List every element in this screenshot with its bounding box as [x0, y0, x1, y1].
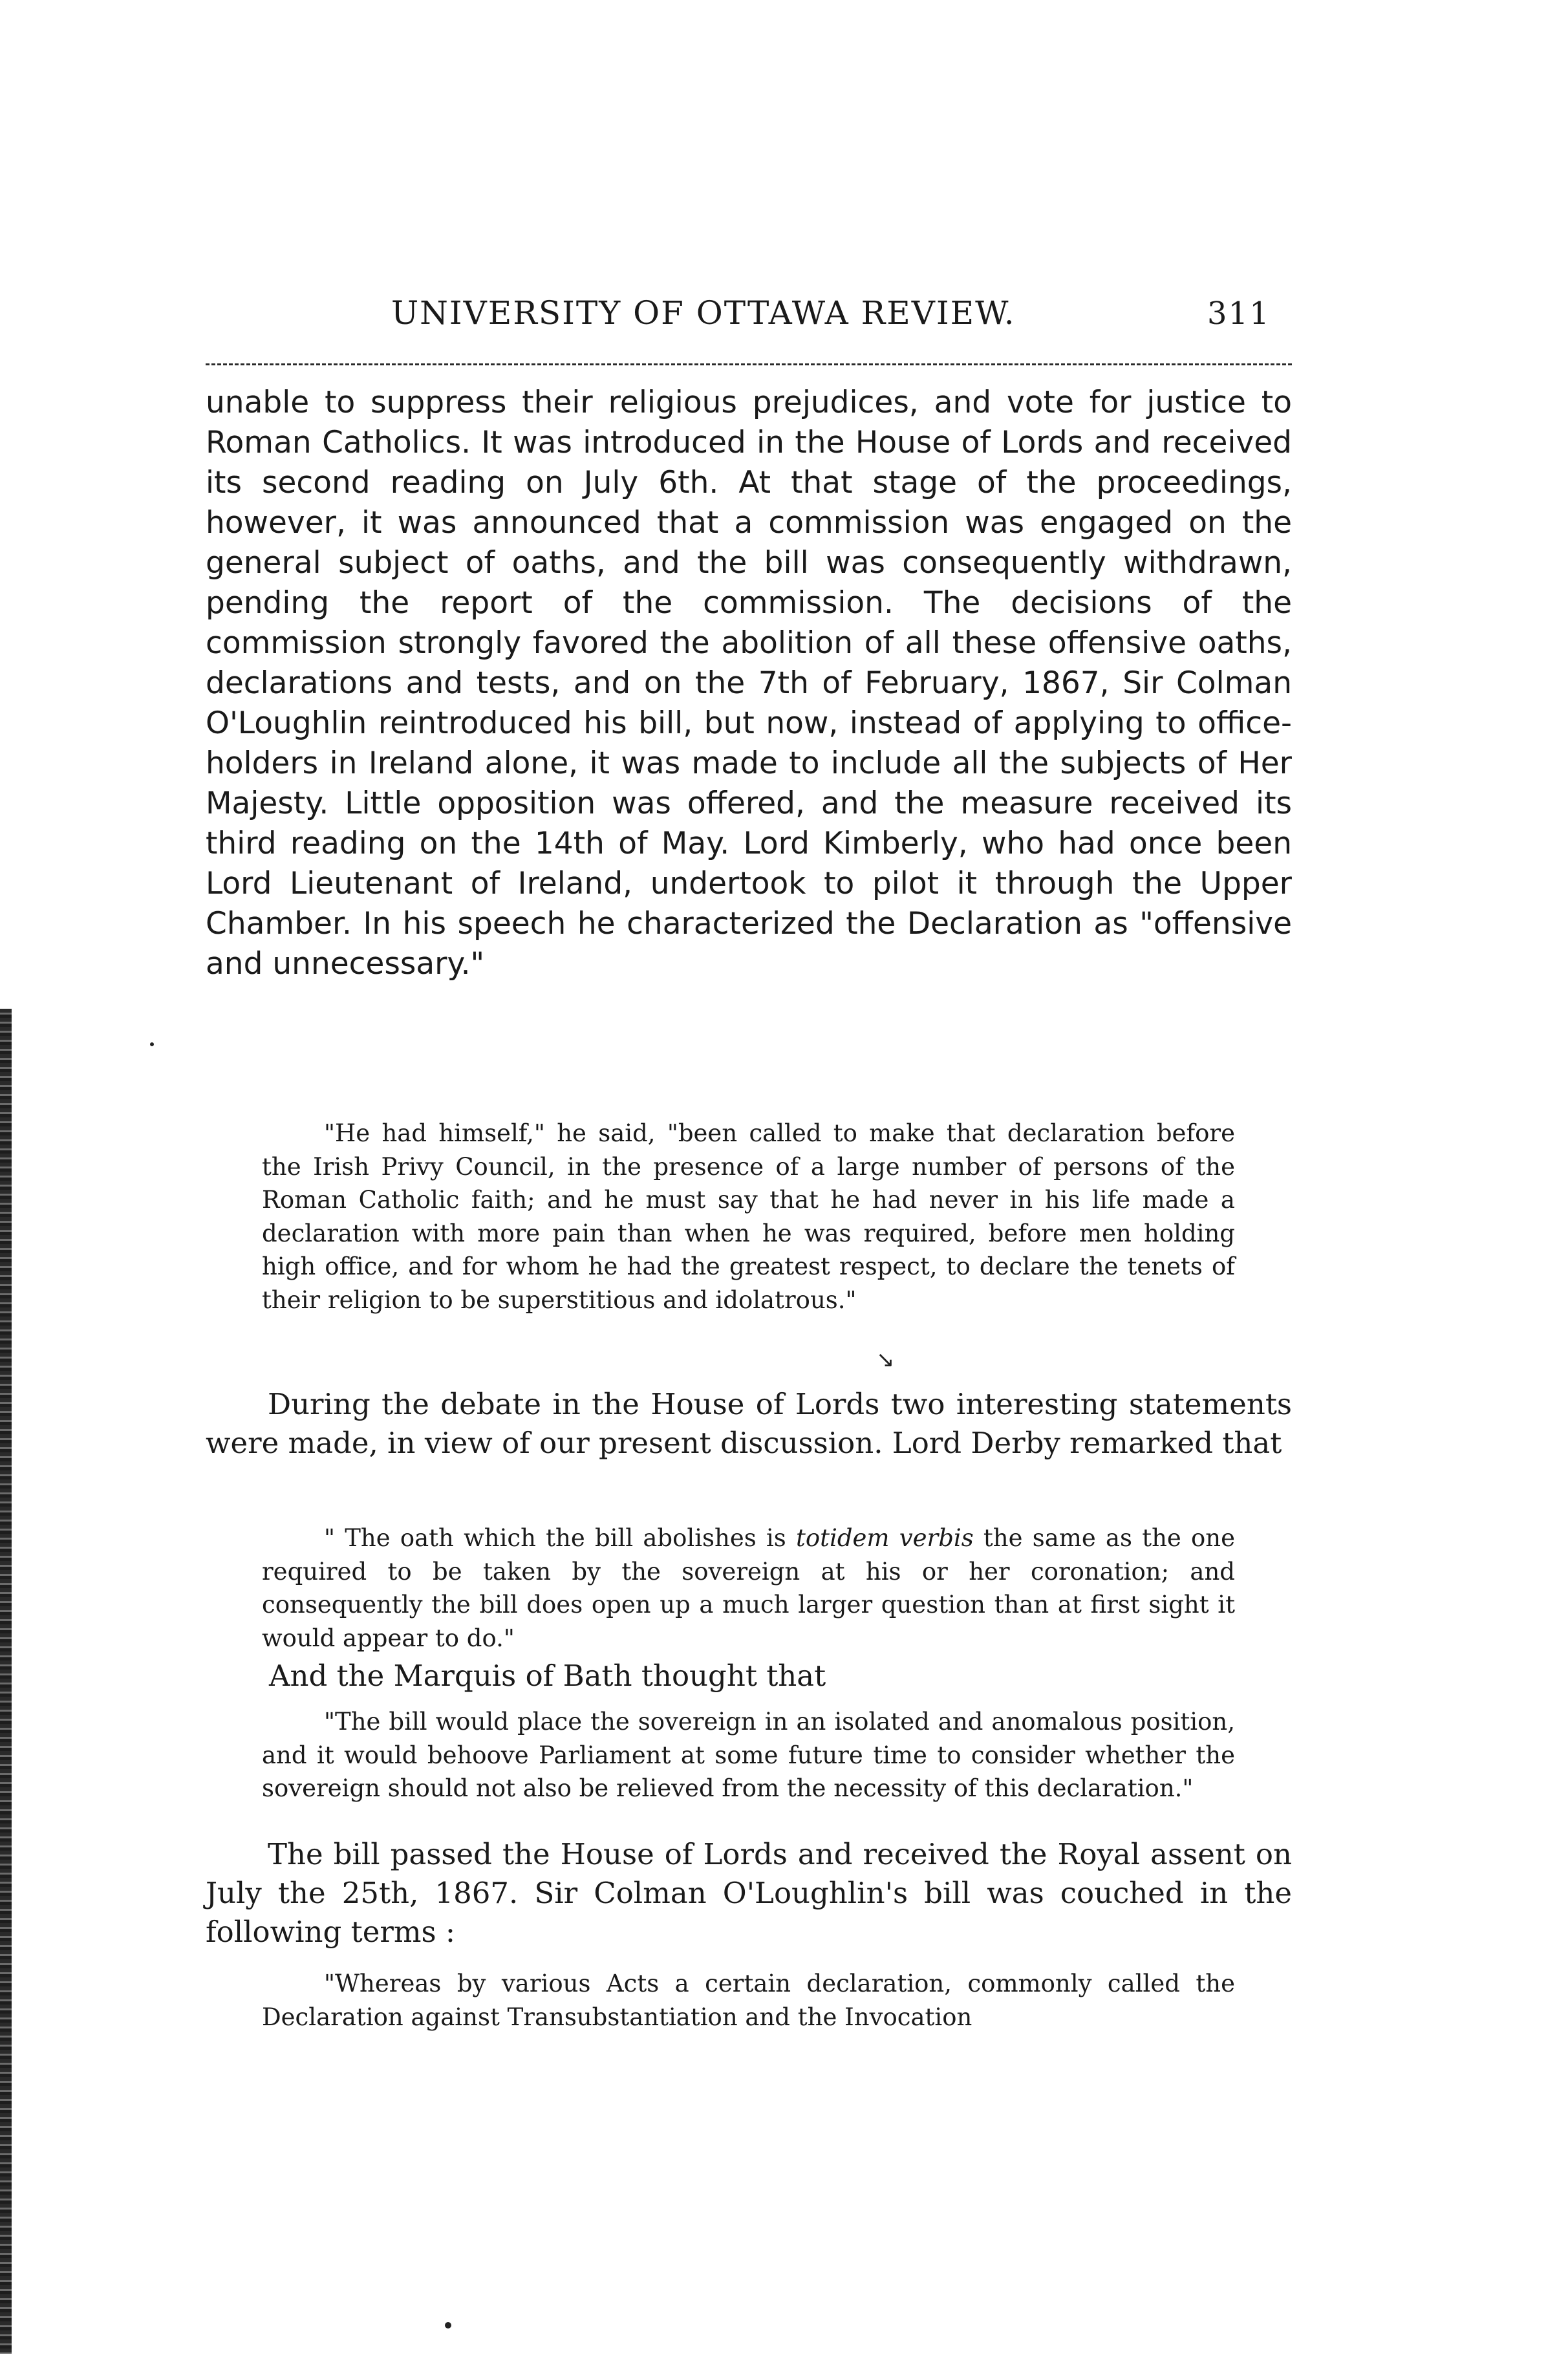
quote-kimberly: "He had himself," he said, "been called to make that declaration before the Irish Privy Council, in the presence of a large number of persons of the Roman Catholic faith; and he must say that he had never in his life made a declaration with more pain than when he was required, before men holding high office, and for whom he had the greatest respect, to declare the tenets of their religion to be superstitious and idolatrous.": [262, 1119, 1235, 1314]
page-number: 311: [1207, 296, 1271, 332]
scan-border-artifact: [0, 1009, 12, 2354]
stray-mark: ↘: [876, 1347, 895, 1373]
header-rule: [206, 363, 1292, 365]
paragraph-2: During the debate in the House of Lords two interesting statements were made, in view of our present discussion. Lord Derby remarked that: [206, 1387, 1292, 1460]
running-title: UNIVERSITY OF OTTAWA REVIEW.: [391, 294, 1016, 332]
quote-derby-latin: totidem verbis: [795, 1524, 974, 1552]
quote-act: "Whereas by various Acts a certain declaration, commonly called the Declaration against Transubstantiation and the Invocation: [262, 1970, 1235, 2031]
ink-speck: [445, 2322, 451, 2329]
paragraph-3: And the Marquis of Bath thought that: [269, 1659, 826, 1693]
ink-speck: [150, 1042, 154, 1046]
quote-derby-text-1: " The oath which the bill abolishes is: [324, 1524, 796, 1552]
running-head: [391, 294, 1290, 339]
quote-derby-text-2: the same as the one required to be taken by the sovereign at his or her coronation; and consequently the bill does open up a much larger question than at first sight it would appear to do.": [262, 1524, 1235, 1652]
paragraph-1: unable to suppress their religious prejudices, and vote for justice to Roman Catholics. It was introduced in the House of Lords and received its second reading on July 6th. At that stage of the proceedings, however, it was announced that a commission was engaged on the general subject of oaths, and the bill was consequently withdrawn, pending the report of the commission. The decisions of the commission strongly favored the abolition of all these offensive oaths, declarations and tests, and on the 7th of February, 1867, Sir Colman O'Loughlin reintroduced his bill, but now, instead of applying to office-holders in Ireland alone, it was made to include all the subjects of Her Majesty. Little opposition was offered, and the measure received its third reading on the 14th of May. Lord Kimberly, who had once been Lord Lieutenant of Ireland, undertook to pilot it through the Upper Chamber. In his speech he characterized the Declaration as "offensive and unnecessary.": [206, 385, 1292, 982]
paragraph-4: The bill passed the House of Lords and received the Royal assent on July the 25th, 1867. Sir Colman O'Loughlin's bill was couched in the following terms :: [206, 1837, 1292, 1949]
quote-bath: "The bill would place the sovereign in an isolated and anomalous position, and it would behoove Parliament at some future time to consider whether the sovereign should not also be relieved from the necessity of this declaration.": [262, 1708, 1235, 1802]
quote-derby: [262, 1522, 1235, 1655]
